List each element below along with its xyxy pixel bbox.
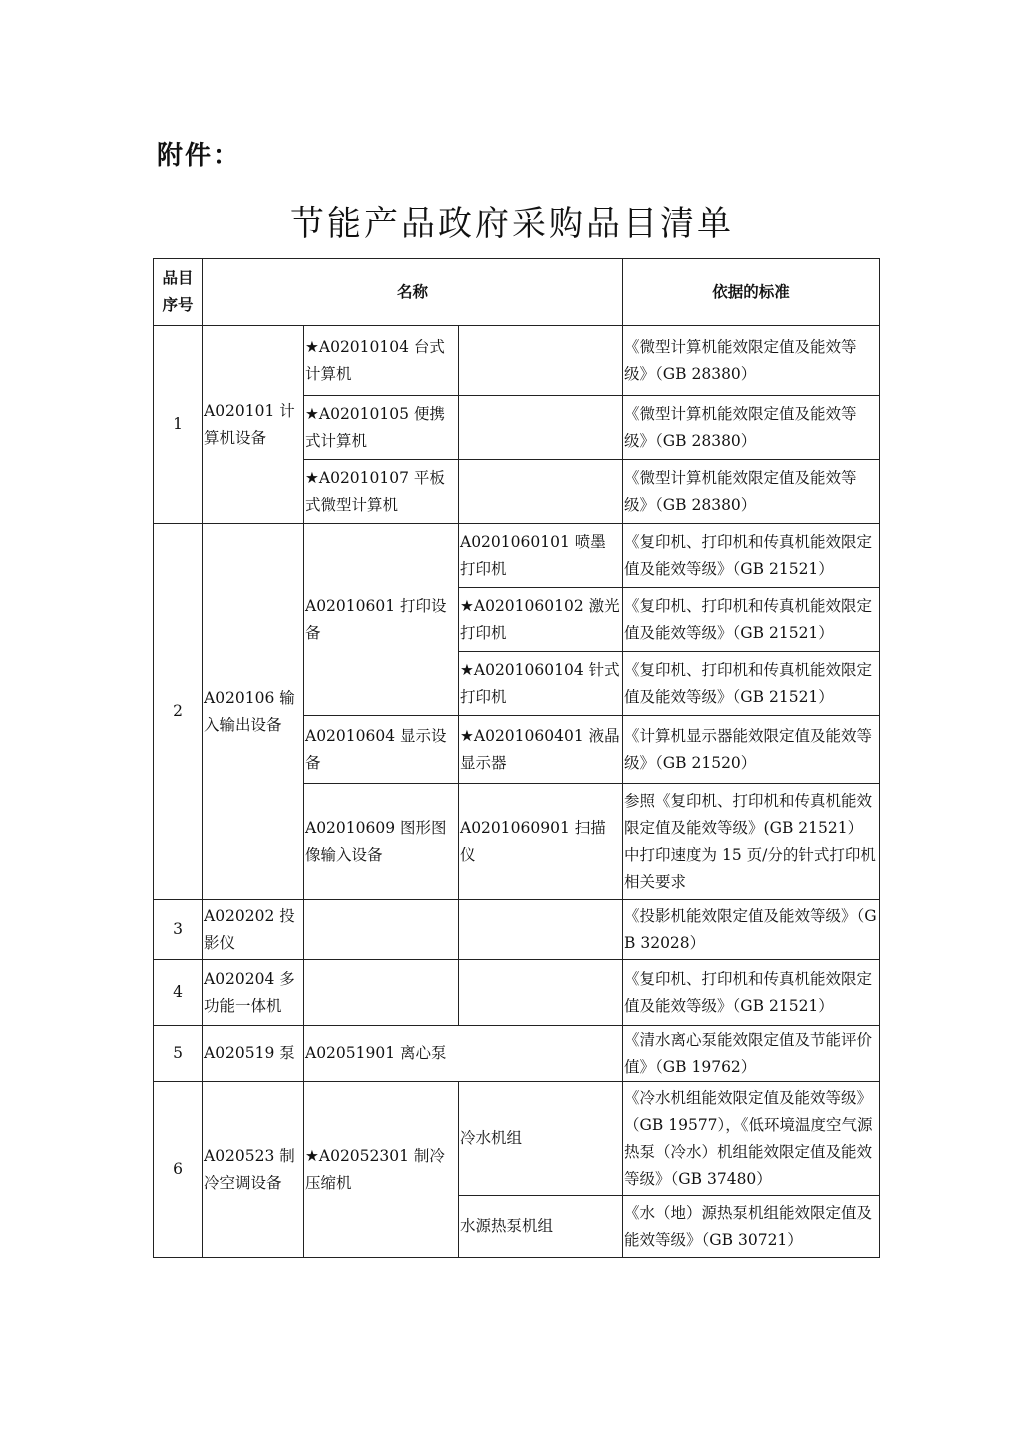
item-name: ★A02010104 台式计算机 (304, 326, 459, 396)
item-name: 冷水机组 (459, 1082, 623, 1196)
attachment-label: 附件： (157, 141, 242, 171)
item-standard: 《投影机能效限定值及能效等级》（GB 32028） (623, 900, 880, 960)
header-standard: 依据的标准 (623, 259, 880, 326)
item-name: A0201060101 喷墨打印机 (459, 524, 623, 588)
empty-cell (459, 460, 623, 524)
page-title: 节能产品政府采购品目清单 (290, 204, 734, 244)
empty-cell (304, 900, 459, 960)
subcategory: A02010609 图形图像输入设备 (304, 784, 459, 900)
item-standard: 《复印机、打印机和传真机能效限定值及能效等级》（GB 21521） (623, 652, 880, 716)
item-name: ★A0201060401 液晶显示器 (459, 716, 623, 784)
item-standard: 《计算机显示器能效限定值及能效等级》（GB 21520） (623, 716, 880, 784)
item-name: ★A0201060102 激光打印机 (459, 588, 623, 652)
header-row (154, 259, 880, 326)
empty-cell (459, 900, 623, 960)
subcategory: A02010601 打印设备 (304, 524, 459, 716)
product-list-table (153, 258, 880, 1258)
item-name: ★A0201060104 针式打印机 (459, 652, 623, 716)
item-name: ★A02010105 便携式计算机 (304, 396, 459, 460)
row-seq: 5 (154, 1026, 203, 1082)
table-row (154, 524, 880, 588)
row-category: A020101 计算机设备 (203, 326, 304, 524)
item-standard: 《水（地）源热泵机组能效限定值及能效等级》（GB 30721） (623, 1196, 880, 1258)
row-seq: 6 (154, 1082, 203, 1258)
header-seq: 品目序号 (154, 259, 203, 326)
empty-cell (459, 960, 623, 1026)
row-seq: 4 (154, 960, 203, 1026)
row-category: A020202 投影仪 (203, 900, 304, 960)
table-row (154, 1026, 880, 1082)
item-standard: 《清水离心泵能效限定值及节能评价值》（GB 19762） (623, 1026, 880, 1082)
row-category: A020106 输入输出设备 (203, 524, 304, 900)
empty-cell (459, 396, 623, 460)
table-row (154, 900, 880, 960)
item-name: A0201060901 扫描仪 (459, 784, 623, 900)
table-row (154, 960, 880, 1026)
table-row (154, 326, 880, 396)
header-name: 名称 (203, 259, 623, 326)
table-row (154, 1082, 880, 1196)
subcategory: A02010604 显示设备 (304, 716, 459, 784)
empty-cell (459, 326, 623, 396)
item-standard: 《微型计算机能效限定值及能效等级》（GB 28380） (623, 460, 880, 524)
item-standard: 《微型计算机能效限定值及能效等级》（GB 28380） (623, 326, 880, 396)
item-standard: 《复印机、打印机和传真机能效限定值及能效等级》（GB 21521） (623, 524, 880, 588)
row-category: A020519 泵 (203, 1026, 304, 1082)
row-seq: 2 (154, 524, 203, 900)
item-standard: 《冷水机组能效限定值及能效等级》（GB 19577），《低环境温度空气源热泵（冷水）机组能效限定值及能效等级》（GB 37480） (623, 1082, 880, 1196)
item-name: 水源热泵机组 (459, 1196, 623, 1258)
item-standard: 参照《复印机、打印机和传真机能效限定值及能效等级》(GB 21521）中打印速度为 15 页/分的针式打印机相关要求 (623, 784, 880, 900)
item-name: ★A02010107 平板式微型计算机 (304, 460, 459, 524)
row-seq: 1 (154, 326, 203, 524)
row-seq: 3 (154, 900, 203, 960)
row-category: A020204 多功能一体机 (203, 960, 304, 1026)
subcategory: A02051901 离心泵 (304, 1026, 623, 1082)
item-standard: 《微型计算机能效限定值及能效等级》（GB 28380） (623, 396, 880, 460)
item-standard: 《复印机、打印机和传真机能效限定值及能效等级》（GB 21521） (623, 588, 880, 652)
empty-cell (304, 960, 459, 1026)
item-standard: 《复印机、打印机和传真机能效限定值及能效等级》（GB 21521） (623, 960, 880, 1026)
row-category: A020523 制冷空调设备 (203, 1082, 304, 1258)
subcategory: ★A02052301 制冷压缩机 (304, 1082, 459, 1258)
